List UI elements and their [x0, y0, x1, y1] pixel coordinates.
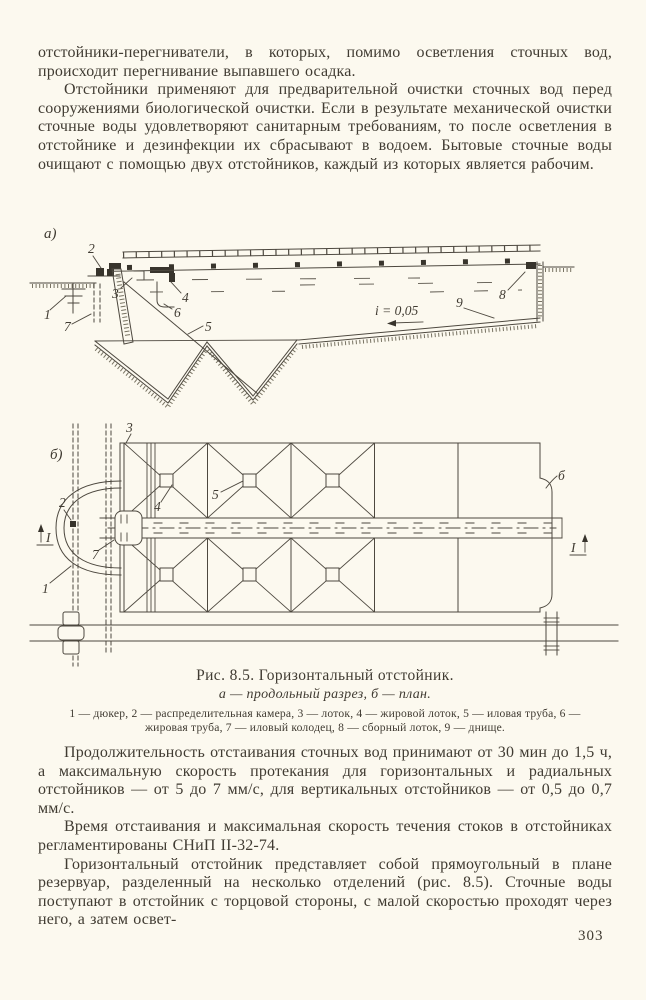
- label-5-section: 5: [205, 319, 212, 334]
- label-1-plan: 1: [42, 581, 49, 596]
- caption-legend: 1 — дюкер, 2 — распределительная камера, 3 — лоток, 4 — жировой лоток, 5 — иловая труба, 6 — жировая труба, 7 — иловый колодец, 8 — сборный лоток, 9 — днище.: [69, 707, 581, 734]
- outlet-right: [544, 612, 559, 655]
- section-mark-right: [570, 534, 588, 555]
- paragraph-1: отстойники-перегниватели, в которых, помимо осветления сточных вод, происходит перегнивание выпавшего осадка.: [38, 44, 612, 80]
- upper-text-block: [38, 44, 612, 174]
- label-4-plan: 4: [154, 499, 161, 514]
- figure-caption: [38, 667, 612, 734]
- slope-arrowhead: [387, 320, 396, 327]
- label-3-plan: 3: [126, 420, 133, 435]
- chamber-dot: [70, 521, 76, 527]
- dyuker-symbol-plan: [58, 612, 84, 654]
- slope-label: i = 0,05: [375, 303, 419, 318]
- paragraph-3: Продолжительность отстаивания сточных вод принимают от 30 мин до 1,5 ч, а максимальную скорость протекания для горизонтальных и радиальных отстойников — от 5 до 7 мм/с, для вертикальных отстойников — от 0,5 до 0,7 мм/с.: [38, 744, 612, 817]
- lower-text-block: [38, 744, 612, 930]
- section-label-right: I: [571, 540, 576, 555]
- label-5-plan: 5: [212, 487, 219, 502]
- hopper-plan-top-row: [124, 443, 375, 518]
- plan-b-drawing: [30, 420, 618, 666]
- label-b-wall: б: [558, 468, 565, 483]
- label-3-section: 3: [112, 286, 119, 301]
- label-4-section: 4: [182, 290, 189, 305]
- hopper-plan-bottom-row: [124, 538, 375, 612]
- section-label-left: I: [46, 530, 51, 545]
- page-number: 303: [578, 928, 604, 944]
- caption-subtitle: а — продольный разрез, б — план.: [218, 687, 432, 702]
- label-7-section: 7: [64, 319, 71, 334]
- sludge-hoppers: [95, 340, 297, 407]
- paragraph-2: Отстойники применяют для предварительной очистки сточных вод перед сооружениями биологической очистки. Если в результате механической очистки сточные воды удовлетворяют санитарным требованиям, то после осветления в отстойнике и дезинфекции их сбрасывают в водоем. Бытовые сточные воды очищают с помощью двух отстойников, каждый из которых является рабочим.: [38, 81, 612, 173]
- label-9-section: 9: [456, 295, 463, 310]
- section-a-drawing: [30, 226, 574, 407]
- label-part-b: б): [50, 447, 63, 463]
- label-8-section: 8: [499, 287, 506, 302]
- caption-title: Рис. 8.5. Горизонтальный отстойник.: [196, 667, 454, 684]
- label-2-section: 2: [88, 241, 95, 256]
- figure-8-5-drawing: [0, 222, 646, 667]
- label-7-plan: 7: [92, 547, 99, 562]
- label-part-a: а): [44, 226, 57, 242]
- distribution-box: [115, 511, 142, 545]
- paragraph-4: Время отстаивания и максимальная скорость течения стоков в отстойниках регламентированы СНиП II-32-74.: [38, 818, 612, 854]
- dyuker-symbol-section: [62, 283, 85, 313]
- label-6-section: 6: [174, 305, 181, 320]
- label-1-section: 1: [44, 307, 51, 322]
- label-2-plan: 2: [59, 495, 66, 510]
- railing: [113, 245, 540, 271]
- paragraph-5: Горизонтальный отстойник представляет собой прямоугольный в плане резервуар, разделенный на несколько отделений (рис. 8.5). Сточные воды поступают в отстойник с торцовой стороны, с малой скоростью проходят через него, а затем освет-: [38, 855, 612, 929]
- section-mark-left: [37, 524, 53, 545]
